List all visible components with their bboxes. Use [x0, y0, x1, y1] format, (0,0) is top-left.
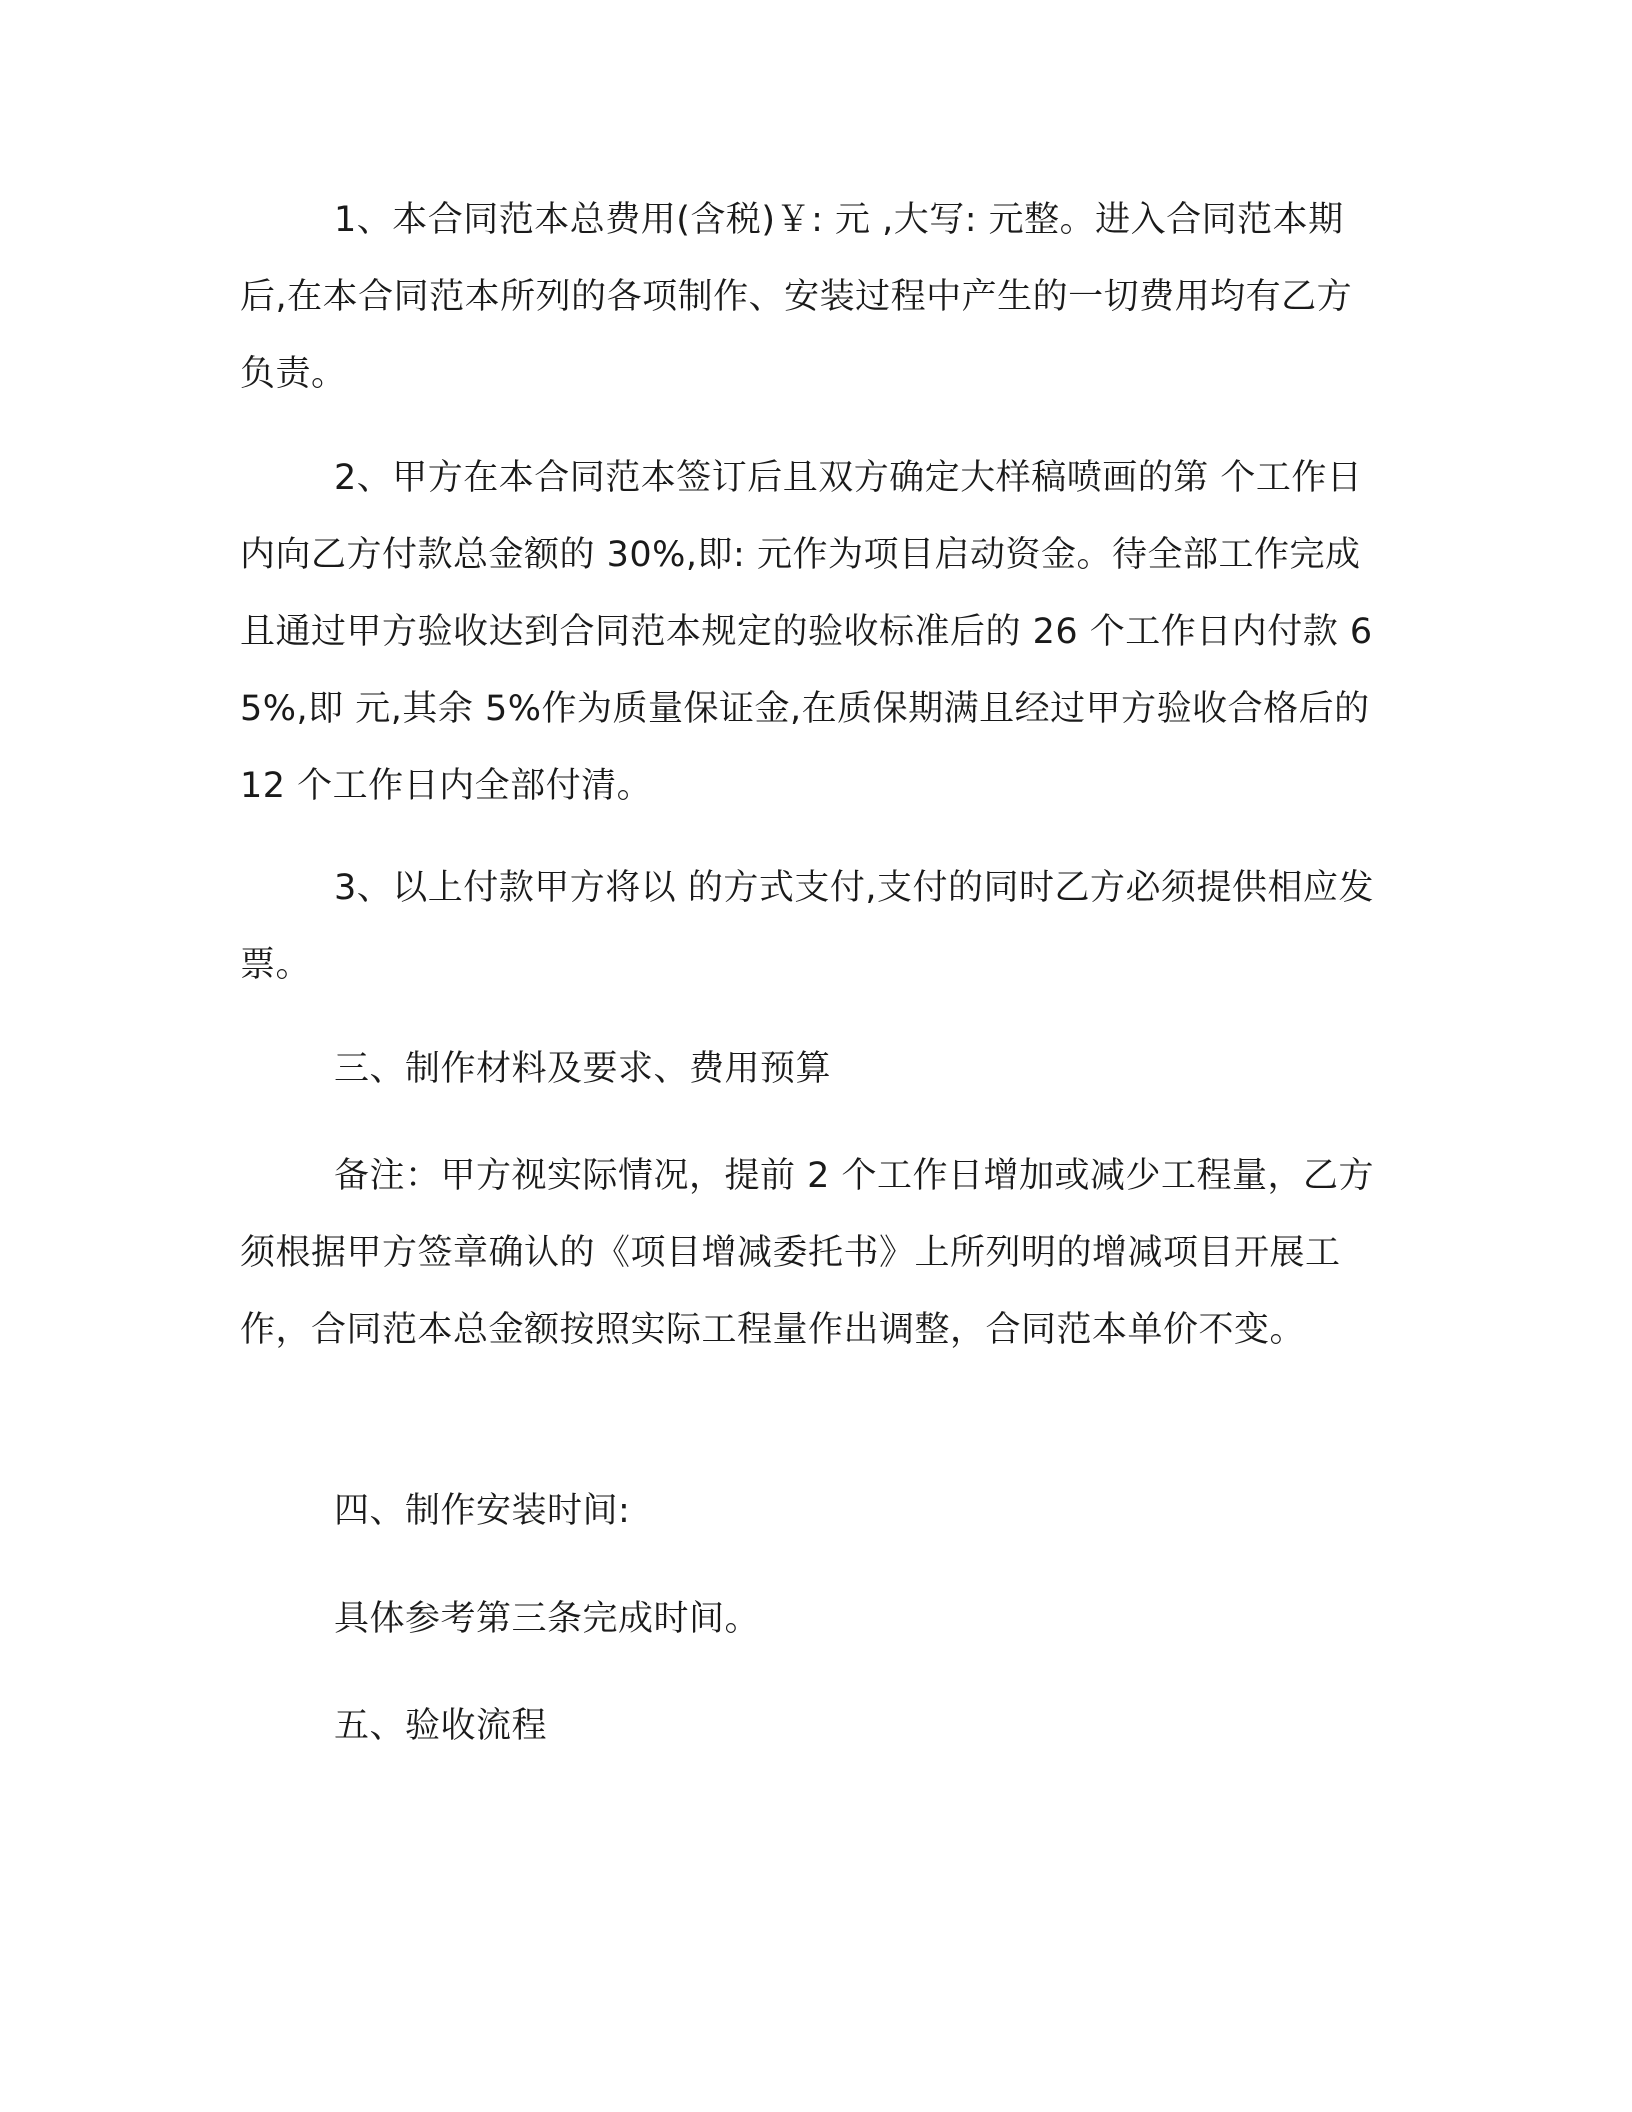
- payment-clause-2: 2、甲方在本合同范本签订后且双方确定大样稿喷画的第 个工作日内向乙方付款总金额的 30%,即: 元作为项目启动资金。待全部工作完成且通过甲方验收达到合同范本规定的验收标准后的 26 个工作日内付款 65%,即 元,其余 5%作为质量保证金,在质保期满且经过甲方验收合格后的 12 个工作日内全部付清。: [240, 458, 1373, 806]
- note-paragraph: 备注：甲方视实际情况，提前 2 个工作日增加或减少工程量，乙方须根据甲方签章确认的《项目增减委托书》上所列明的增减项目开展工作，合同范本总金额按照实际工程量作出调整，合同范本单价不变。: [240, 1156, 1375, 1350]
- section-heading-5: 五、验收流程: [334, 1706, 548, 1746]
- section-heading-4: 四、制作安装时间:: [334, 1491, 631, 1531]
- completion-time-text: 具体参考第三条完成时间。: [334, 1599, 761, 1639]
- section-heading-3: 三、制作材料及要求、费用预算: [334, 1049, 832, 1089]
- payment-clause-1: 1、本合同范本总费用(含税)￥: 元 ,大写: 元整。进入合同范本期后,在本合同范本所列的各项制作、安装过程中产生的一切费用均有乙方负责。: [240, 200, 1353, 394]
- payment-clause-3: 3、以上付款甲方将以 的方式支付,支付的同时乙方必须提供相应发票。: [240, 868, 1375, 985]
